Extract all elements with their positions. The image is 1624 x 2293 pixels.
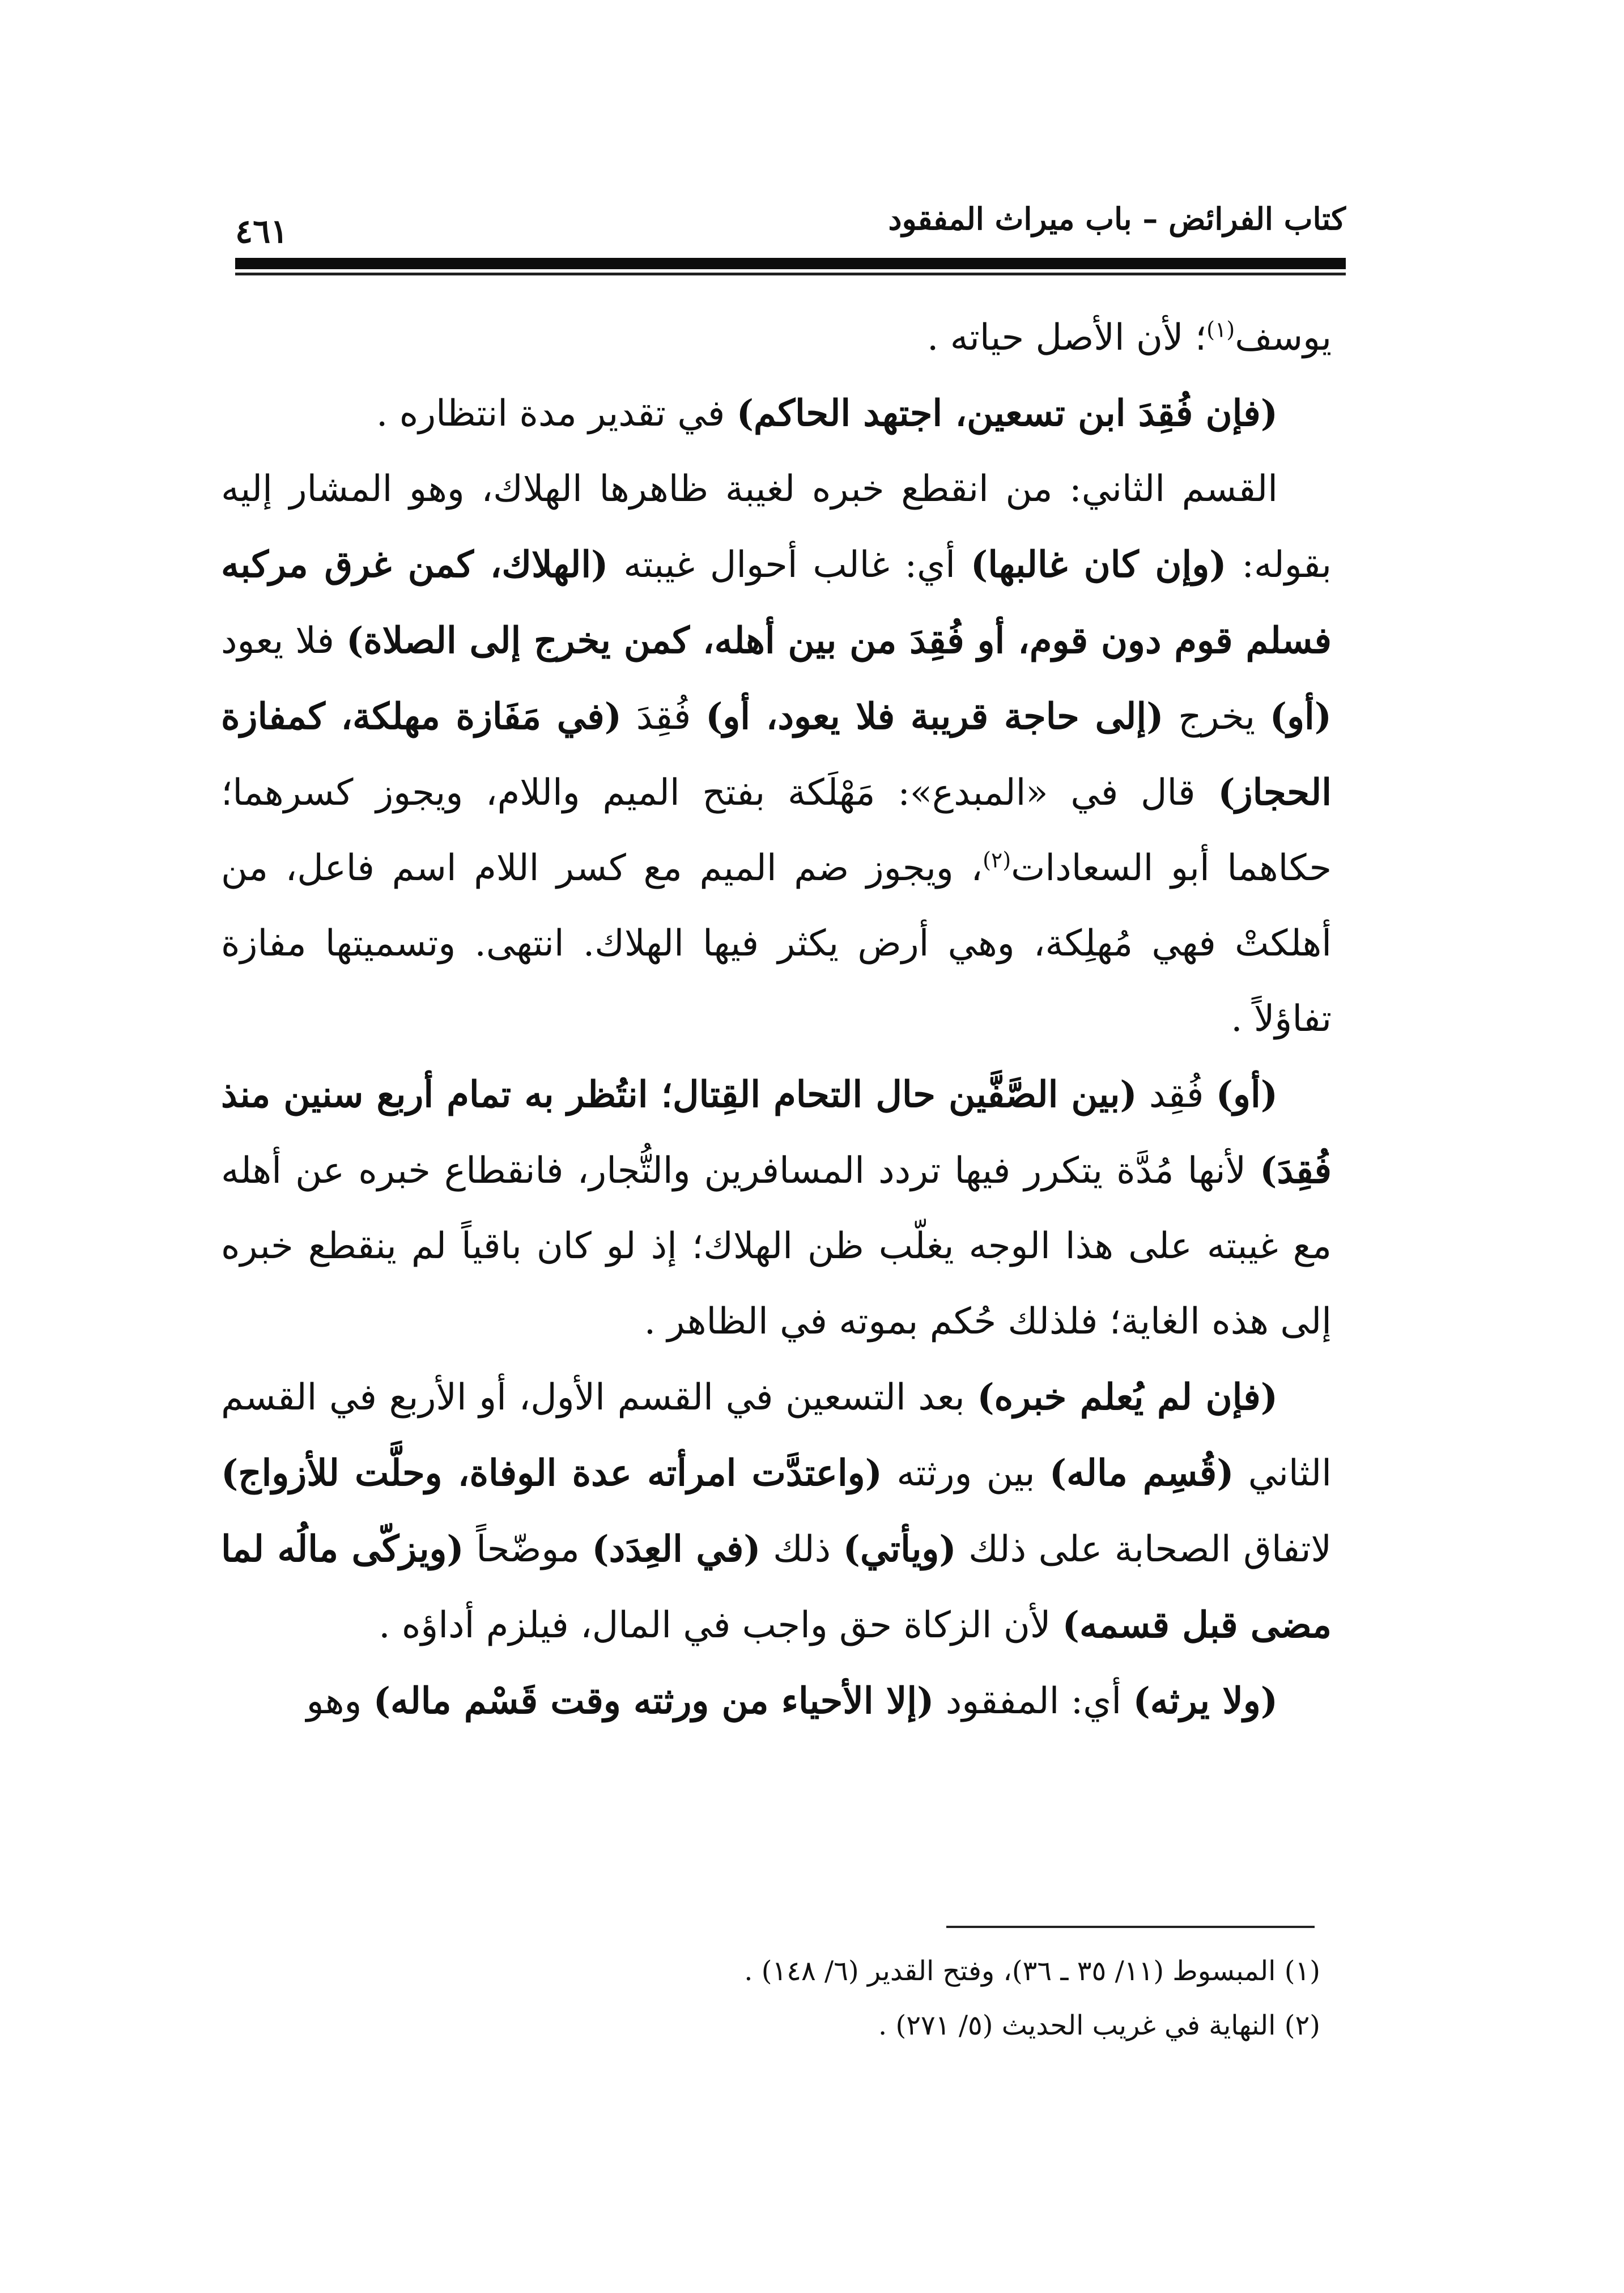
matn-text: (وإن كان غالبها) <box>970 543 1227 586</box>
sharh-text: يخرج <box>1163 696 1270 738</box>
paragraph <box>221 1057 1332 1360</box>
matn-text: (إلا الأحياء من ورثته وقت قَسْم ماله) <box>373 1680 934 1722</box>
footnotes <box>221 1944 1320 2053</box>
sharh-text: قال في «المبدع»: مَهْلَكة بفتح الميم واللام، ويجوز كسرهما؛ حكاهما أبو السعادات <box>221 772 1332 889</box>
paragraph <box>221 1360 1332 1663</box>
paragraph <box>221 1663 1332 1739</box>
sharh-text: وهو <box>306 1680 373 1722</box>
footnote-reference: (١) <box>1206 317 1235 342</box>
matn-text: (إلى حاجة قريبة فلا يعود، أو) <box>705 695 1164 738</box>
sharh-text: ، ويجوز ضم الميم مع كسر اللام اسم فاعل، من أهلكتْ فهي مُهلِكة، وهي أرض يكثر فيها الهلاك. انتهى. وتسميتها مفازة تفاؤلاً . <box>221 847 1332 1040</box>
matn-text: (ويزكّى مالُه لما مضى قبل قسمه) <box>221 1528 1332 1646</box>
footnote-reference: (٢) <box>983 847 1011 873</box>
matn-text: (أو) <box>1215 1073 1278 1116</box>
matn-text: (أو) <box>1269 695 1332 738</box>
page-number: ٤٦١ <box>235 212 288 250</box>
footnote-2: (٢) النهاية في غريب الحديث (٥/ ٢٧١) . <box>878 2010 1320 2041</box>
sharh-text: لأنها مُدَّة يتكرر فيها تردد المسافرين والتُّجار، فانقطاع خبره عن أهله مع غيبته على هذا الوجه يغلّب ظن الهلاك؛ إذ لو كان باقياً لم ينقطع خبره إلى هذه الغاية؛ فلذلك حُكم بموته في الظاهر . <box>221 1150 1332 1343</box>
sharh-text: فلا يعود <box>221 620 346 662</box>
sharh-text: أي: المفقود <box>934 1680 1133 1722</box>
sharh-text: موضّحاً <box>464 1528 592 1570</box>
matn-text: (في العِدَد) <box>592 1528 761 1570</box>
sharh-text: فُقِد <box>1137 1074 1216 1116</box>
matn-text: (ويأتي) <box>843 1528 956 1570</box>
sharh-text: القسم الثاني: من انقطع خبره لغيبة ظاهرها الهلاك، وهو المشار إليه بقوله: <box>221 468 1332 586</box>
sharh-text: بين ورثته <box>882 1453 1049 1494</box>
matn-text: (فإن فُقِدَ ابن تسعين، اجتهد الحاكم) <box>736 392 1278 435</box>
matn-text: (قُسِم ماله) <box>1049 1452 1234 1494</box>
body-text <box>221 300 1332 1739</box>
running-title: كتاب الفرائض – باب ميراث المفقود <box>888 201 1346 237</box>
running-header <box>235 187 1346 249</box>
matn-text: (فإن لم يُعلم خبره) <box>977 1376 1278 1419</box>
sharh-text: ؛ لأن الأصل حياته . <box>927 317 1207 359</box>
sharh-text: ذلك <box>760 1528 843 1570</box>
footnote-1: (١) المبسوط (١١/ ٣٥ ـ ٣٦)، وفتح القدير (٦/ ١٤٨) . <box>744 1955 1320 1987</box>
matn-text: (في مَفَازة مهلكة، كمفازة الحجاز) <box>221 695 1332 814</box>
paragraph <box>221 376 1332 452</box>
header-rule-thick <box>235 258 1346 269</box>
sharh-text: فُقِدَ <box>622 696 706 738</box>
header-rule-thin <box>235 273 1346 275</box>
matn-text: (بين الصَّفَّين حال التحام القِتال؛ انتُظر به تمام أربع سنين منذ فُقِدَ) <box>221 1073 1332 1192</box>
sharh-text: يوسف <box>1235 317 1332 359</box>
sharh-text: لاتفاق الصحابة على ذلك <box>956 1528 1332 1570</box>
sharh-text: لأن الزكاة حق واجب في المال، فيلزم أداؤه . <box>379 1604 1062 1646</box>
sharh-text: في تقدير مدة انتظاره . <box>376 393 737 435</box>
sharh-text: بعد التسعين في القسم الأول، أو الأربع في القسم الثاني <box>221 1377 1332 1494</box>
matn-text: (واعتدَّت امرأته عدة الوفاة، وحلَّت للأزواج) <box>221 1452 882 1494</box>
matn-text: (ولا يرثه) <box>1133 1680 1278 1722</box>
paragraph <box>221 300 1332 376</box>
matn-text: (الهلاك، كمن غرق مركبه فسلم قوم دون قوم، أو فُقِدَ من بين أهله، كمن يخرج إلى الصلاة) <box>221 543 1332 662</box>
paragraph <box>221 452 1332 1057</box>
footnote-separator <box>946 1926 1315 1928</box>
sharh-text: أي: غالب أحوال غيبته <box>608 544 971 586</box>
